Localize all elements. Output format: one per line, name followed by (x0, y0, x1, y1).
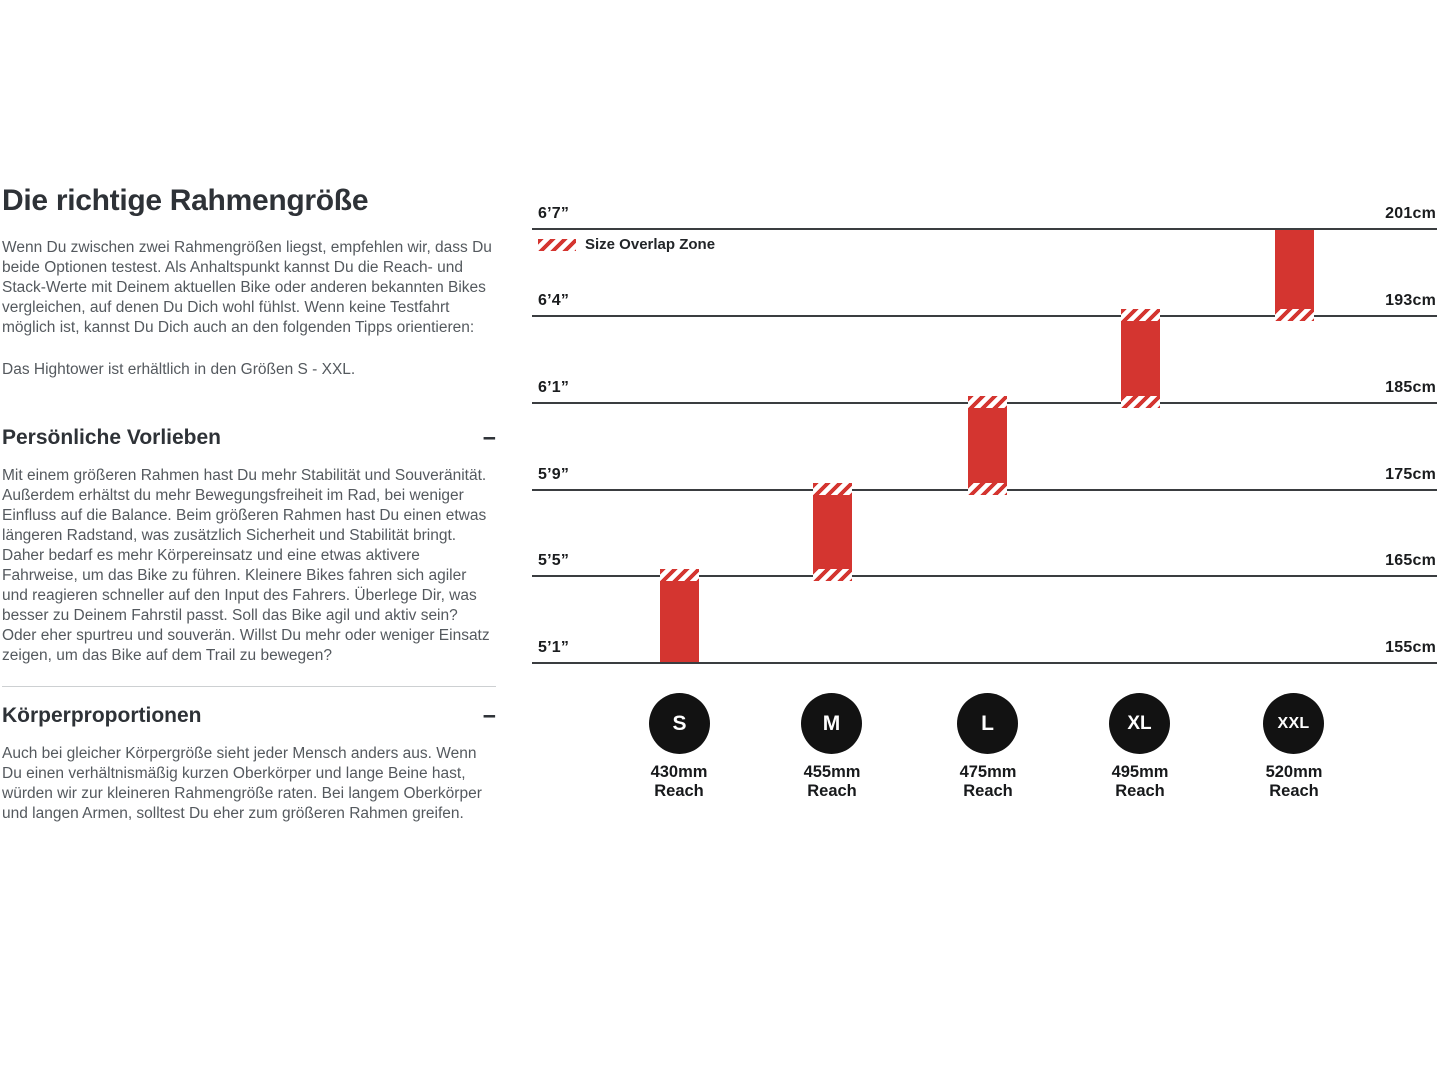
chart-legend (538, 236, 715, 253)
reach-word: Reach (1115, 782, 1165, 800)
size-bar-m (813, 483, 852, 581)
size-label: XL (1127, 712, 1152, 734)
section-body-persoenliche-vorlieben: Mit einem größeren Rahmen hast Du mehr Stabilität und Souveränität. Außerdem erhältst du mehr Bewegungsfreiheit im Rad, bei weniger Einfluss auf die Balance. Beim größeren Rahmen hast Du einen etwas längeren Radstand, was zusätzlich Sicherheit und Stabilität bringt. Daher bedarf es mehr Körpereinsatz und eine etwas aktivere Fahrweise, um das Bike zu führen. Kleinere Bikes fahren sich agiler und reagieren schneller auf den Input des Fahrers. Überlege Dir, was besser zu Deinem Fahrstil passt. Soll das Bike agil und aktiv sein? Oder eher spurtreu und souverän. Willst Du mehr oder weniger Einsatz zeigen, um das Bike auf dem Trail zu bewegen? (2, 467, 490, 664)
size-circle-l (957, 693, 1018, 754)
reach-label-s (609, 763, 749, 801)
reach-word: Reach (963, 782, 1013, 800)
tick-label-left-5ft9: 5’9” (538, 466, 570, 483)
availability-note: Das Hightower ist erhältlich in den Größen S - XXL. (2, 361, 356, 378)
section-heading: Körperproportionen (2, 704, 202, 727)
bar-fill (1121, 321, 1160, 396)
size-circle-m (801, 693, 862, 754)
size-label: M (822, 711, 841, 735)
size-label: S (672, 711, 687, 735)
overlap-zone-bottom (1121, 396, 1160, 408)
tick-label-right-193cm: 193cm (1385, 292, 1436, 309)
overlap-zone-bottom (813, 569, 852, 581)
reach-label-xl (1070, 763, 1210, 801)
overlap-zone-top (1121, 309, 1160, 321)
overlap-zone-bottom (968, 483, 1007, 495)
overlap-zone-top (968, 396, 1007, 408)
page-title: Die richtige Rahmengröße (2, 184, 369, 217)
tick-label-right-155cm: 155cm (1385, 639, 1436, 656)
reach-value: 495mm (1111, 763, 1169, 781)
legend-label: Size Overlap Zone (585, 236, 716, 253)
size-label: L (981, 711, 994, 735)
tick-label-right-185cm: 185cm (1385, 379, 1436, 396)
section-body-koerperproportionen: Auch bei gleicher Körpergröße sieht jeder Mensch anders aus. Wenn Du einen verhältnismäßig kurzen Oberkörper und lange Beine hast, würden wir zur kleineren Rahmengröße raten. Bei langem Oberkörper und langen Armen, solltest Du eher zum größeren Rahmen greifen. (2, 745, 482, 822)
bar-fill (968, 408, 1007, 483)
section-heading: Persönliche Vorlieben (2, 426, 222, 449)
size-bar-xl (1121, 309, 1160, 408)
tick-label-right-165cm: 165cm (1385, 552, 1436, 569)
tick-label-right-175cm: 175cm (1385, 466, 1436, 483)
size-circle-xl (1109, 693, 1170, 754)
size-label: XXL (1277, 714, 1310, 732)
reach-word: Reach (807, 782, 857, 800)
reach-word: Reach (1269, 782, 1319, 800)
tick-label-left-6ft1: 6’1” (538, 379, 570, 396)
tick-label-left-6ft4: 6’4” (538, 292, 570, 309)
bar-fill (813, 495, 852, 569)
overlap-zone-bottom (1275, 309, 1314, 321)
size-bar-xxl (1275, 230, 1314, 321)
reach-value: 475mm (959, 763, 1017, 781)
bar-fill (1275, 230, 1314, 309)
tick-label-left-5ft1: 5’1” (538, 639, 570, 656)
reach-value: 430mm (650, 763, 708, 781)
overlap-zone-top (813, 483, 852, 495)
bar-fill (660, 581, 699, 662)
overlap-zone-top (660, 569, 699, 581)
size-bar-l (968, 396, 1007, 495)
tick-label-left-6ft7: 6’7” (538, 205, 570, 222)
intro-paragraph: Wenn Du zwischen zwei Rahmengrößen liegst, empfehlen wir, dass Du beide Optionen testest. Als Anhaltspunkt kannst Du die Reach- und Stack-Werte mit Deinem aktuellen Bike oder anderen bekannten Bikes vergleichen, auf denen Du Dich wohl fühlst. Wenn keine Testfahrt möglich ist, kannst Du Dich auch an den folgenden Tipps orientieren: (2, 239, 492, 336)
overlap-hatch-icon (538, 239, 576, 251)
size-circle-xxl (1263, 693, 1324, 754)
reach-label-l (918, 763, 1058, 801)
tick-label-right-201cm: 201cm (1385, 205, 1436, 222)
reach-value: 455mm (803, 763, 861, 781)
collapse-minus-icon[interactable]: − (482, 425, 496, 451)
reach-value: 520mm (1265, 763, 1323, 781)
reach-label-xxl (1224, 763, 1364, 801)
tick-label-left-5ft5: 5’5” (538, 552, 570, 569)
reach-word: Reach (654, 782, 704, 800)
size-circle-s (649, 693, 710, 754)
gridline-155cm (532, 662, 1437, 664)
reach-label-m (762, 763, 902, 801)
size-bar-s (660, 569, 699, 662)
collapse-minus-icon[interactable]: − (482, 703, 496, 729)
